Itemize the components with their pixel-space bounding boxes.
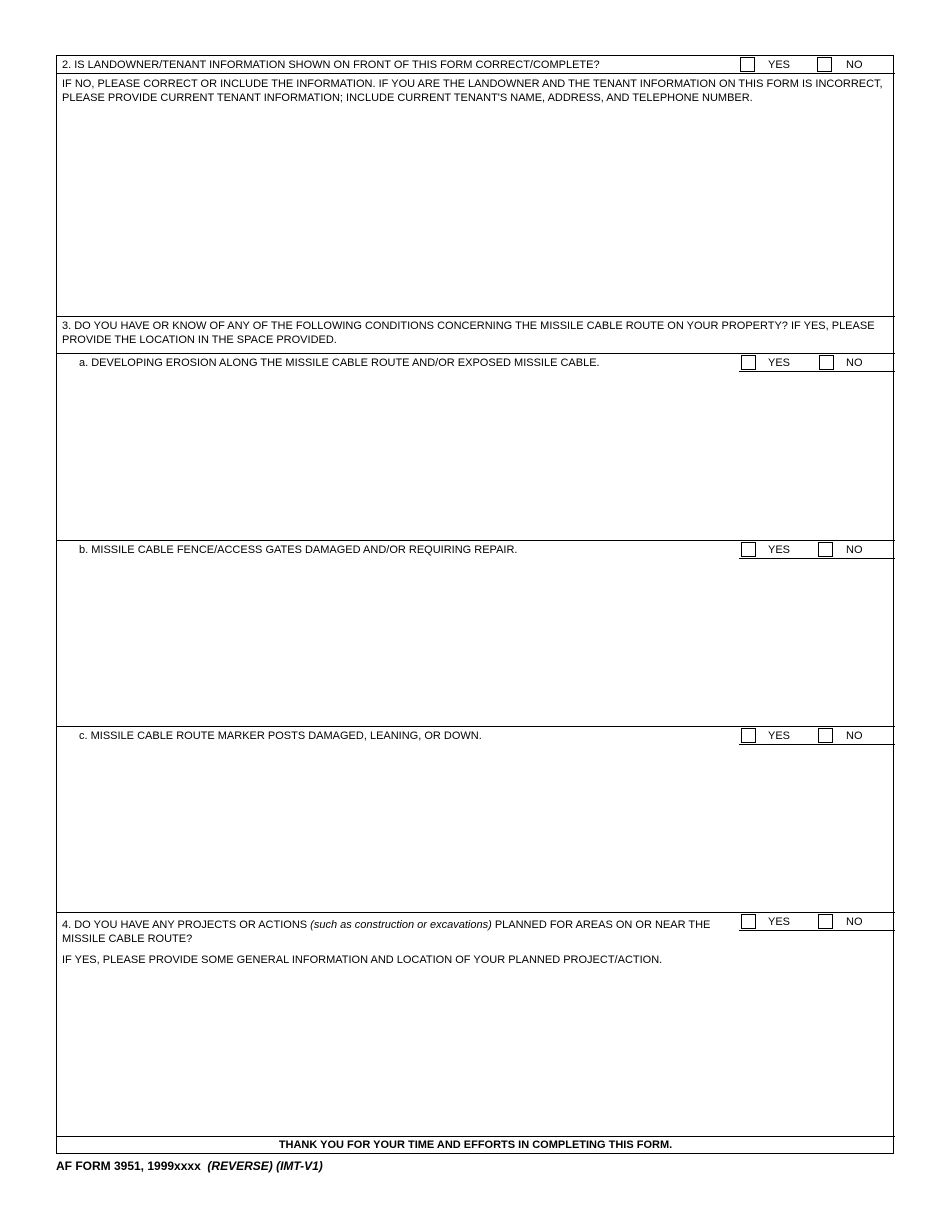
q3a-answer-area[interactable] bbox=[60, 374, 890, 538]
divider bbox=[739, 930, 895, 931]
divider bbox=[739, 744, 895, 745]
divider bbox=[56, 353, 895, 354]
q4-no-label: NO bbox=[846, 916, 863, 928]
q4-question-end: PLANNED FOR AREAS ON OR NEAR THE MISSILE CABLE ROUTE? bbox=[62, 919, 711, 945]
q4-no-checkbox[interactable] bbox=[818, 914, 833, 929]
q3c-answer-area[interactable] bbox=[60, 747, 890, 909]
divider bbox=[739, 371, 895, 372]
q3b-no-label: NO bbox=[846, 544, 863, 556]
form-id: AF FORM 3951, 1999xxxx bbox=[56, 1159, 201, 1173]
q2-instruction: IF NO, PLEASE CORRECT OR INCLUDE THE INFORMATION. IF YOU ARE THE LANDOWNER AND THE TENANT INFORMATION ON THIS FORM IS INCORRECT, PLEASE PROVIDE CURRENT TENANT INFORMATION; INCLUDE CURRENT TENANT'S NAME, ADDRESS, AND TELEPHONE NUMBER. bbox=[62, 78, 883, 104]
q3c-yes-checkbox[interactable] bbox=[741, 728, 756, 743]
divider bbox=[56, 912, 895, 913]
divider bbox=[739, 558, 895, 559]
divider bbox=[56, 1136, 895, 1137]
q3-question: 3. DO YOU HAVE OR KNOW OF ANY OF THE FOLLOWING CONDITIONS CONCERNING THE MISSILE CABLE ROUTE ON YOUR PROPERTY? IF YES, PLEASE PROVIDE THE LOCATION IN THE SPACE PROVIDED. bbox=[62, 320, 875, 346]
q3b-answer-area[interactable] bbox=[60, 561, 890, 723]
q4-instruction: IF YES, PLEASE PROVIDE SOME GENERAL INFORMATION AND LOCATION OF YOUR PLANNED PROJECT/ACTION. bbox=[62, 954, 663, 966]
q2-yes-checkbox[interactable] bbox=[740, 57, 755, 72]
q3c-no-checkbox[interactable] bbox=[818, 728, 833, 743]
q4-question bbox=[62, 918, 722, 946]
q4-question-italic: (such as construction or excavations) bbox=[310, 919, 492, 931]
divider bbox=[56, 726, 895, 727]
q3c-text: c. MISSILE CABLE ROUTE MARKER POSTS DAMAGED, LEANING, OR DOWN. bbox=[79, 730, 482, 742]
thank-you-message: THANK YOU FOR YOUR TIME AND EFFORTS IN COMPLETING THIS FORM. bbox=[278, 1139, 673, 1151]
q3a-text: a. DEVELOPING EROSION ALONG THE MISSILE CABLE ROUTE AND/OR EXPOSED MISSILE CABLE. bbox=[79, 357, 600, 369]
q3a-yes-checkbox[interactable] bbox=[741, 355, 756, 370]
form-footer bbox=[56, 1159, 323, 1173]
divider bbox=[56, 316, 895, 317]
q3a-no-checkbox[interactable] bbox=[819, 355, 834, 370]
q4-yes-label: YES bbox=[768, 916, 791, 928]
q3b-yes-checkbox[interactable] bbox=[741, 542, 756, 557]
q3b-text: b. MISSILE CABLE FENCE/ACCESS GATES DAMAGED AND/OR REQUIRING REPAIR. bbox=[79, 544, 518, 556]
q2-no-label: NO bbox=[846, 59, 863, 71]
q2-question: 2. IS LANDOWNER/TENANT INFORMATION SHOWN ON FRONT OF THIS FORM CORRECT/COMPLETE? bbox=[62, 59, 600, 71]
q3b-no-checkbox[interactable] bbox=[818, 542, 833, 557]
q2-yes-label: YES bbox=[768, 59, 791, 71]
q4-yes-checkbox[interactable] bbox=[741, 914, 756, 929]
q3b-yes-label: YES bbox=[768, 544, 791, 556]
divider bbox=[56, 73, 895, 74]
q3c-no-label: NO bbox=[846, 730, 863, 742]
q3c-yes-label: YES bbox=[768, 730, 791, 742]
q2-no-checkbox[interactable] bbox=[817, 57, 832, 72]
form-suffix: (REVERSE) (IMT-V1) bbox=[207, 1159, 323, 1173]
q4-question-start: 4. DO YOU HAVE ANY PROJECTS OR ACTIONS bbox=[62, 919, 311, 931]
q3a-yes-label: YES bbox=[768, 357, 791, 369]
divider bbox=[56, 540, 895, 541]
q4-answer-area[interactable] bbox=[60, 970, 890, 1132]
q3a-no-label: NO bbox=[846, 357, 863, 369]
q2-answer-area[interactable] bbox=[60, 108, 890, 314]
